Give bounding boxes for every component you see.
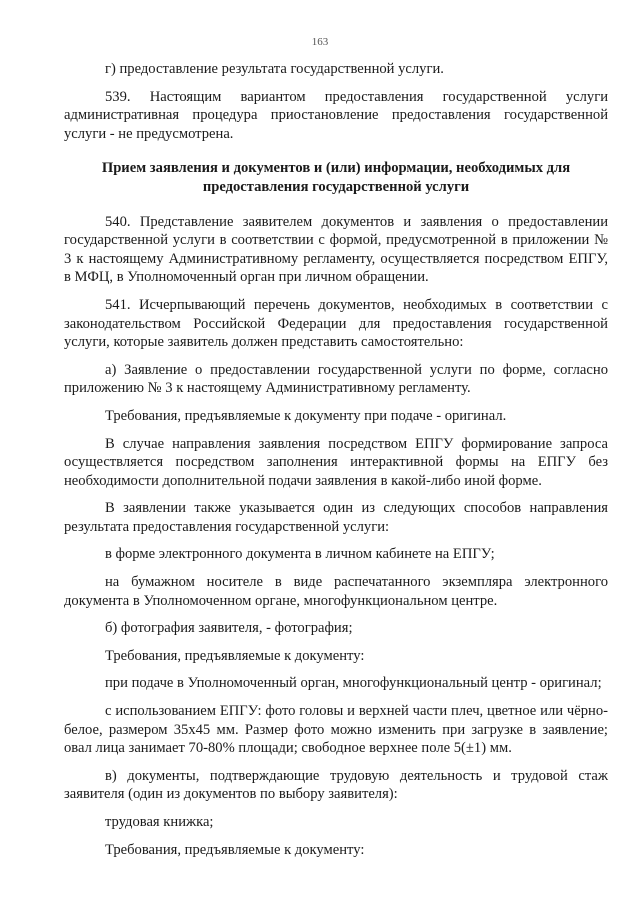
paragraph: В случае направления заявления посредством ЕПГУ формирование запроса осуществляется посредством заполнения интерактивной формы на ЕПГУ без необходимости дополнительной подачи заявления в какой-либо иной форме. xyxy=(64,435,608,489)
paragraph: 539. Настоящим вариантом предоставления государственной услуги административная процедура приостановление предоставления государственной услуги - не предусмотрена. xyxy=(64,88,608,142)
paragraph: в) документы, подтверждающие трудовую деятельность и трудовой стаж заявителя (один из документов по выбору заявителя): xyxy=(64,767,608,803)
paragraph: б) фотография заявителя, - фотография; xyxy=(105,620,353,637)
paragraph: на бумажном носителе в виде распечатанного экземпляра электронного документа в Уполномоченном органе, многофункциональном центре. xyxy=(64,574,608,609)
paragraph: г) предоставление результата государственной услуги. xyxy=(105,61,444,77)
paragraph: Требования, предъявляемые к документу при подаче - оригинал. xyxy=(105,407,507,424)
paragraph: Требования, предъявляемые к документу: xyxy=(105,647,365,664)
paragraph: трудовая книжка; xyxy=(105,814,214,830)
paragraph: 541. Исчерпывающий перечень документов, необходимых в соответствии с законодательством Российской Федерации для предоставления государственной услуги, которые заявитель должен представить самостоятельно: xyxy=(64,296,608,351)
paragraph: а) Заявление о предоставлении государственной услуги по форме, согласно приложению № 3 к настоящему Административному регламенту. xyxy=(64,361,608,397)
paragraph: Требования, предъявляемые к документу: xyxy=(105,841,365,858)
paragraph: 540. Представление заявителем документов и заявления о предоставлении государственной услуги в соответствии с формой, предусмотренной в приложении № 3 к настоящему Административному регламенту, осуществляется посредством ЕПГУ, в МФЦ, в Уполномоченный орган при личном обращении. xyxy=(64,213,608,286)
paragraph: В заявлении также указывается один из следующих способов направления результата предоставления государственной услуги: xyxy=(64,500,608,535)
paragraph: с использованием ЕПГУ: фото головы и верхней части плеч, цветное или чёрно-белое, размером 35x45 мм. Размер фото можно изменить при загрузке в заявление; овал лица занимает 70-80% площади; свободное верхнее поле 5(±1) мм. xyxy=(64,703,608,757)
page-content xyxy=(64,60,608,859)
section-heading: Прием заявления и документов и (или) информации, необходимых для предоставления государственной услуги xyxy=(101,160,571,195)
page-number: 163 xyxy=(311,36,329,48)
paragraph: в форме электронного документа в личном кабинете на ЕПГУ; xyxy=(105,546,495,563)
paragraph: при подаче в Уполномоченный орган, многофункциональный центр - оригинал; xyxy=(105,675,602,692)
